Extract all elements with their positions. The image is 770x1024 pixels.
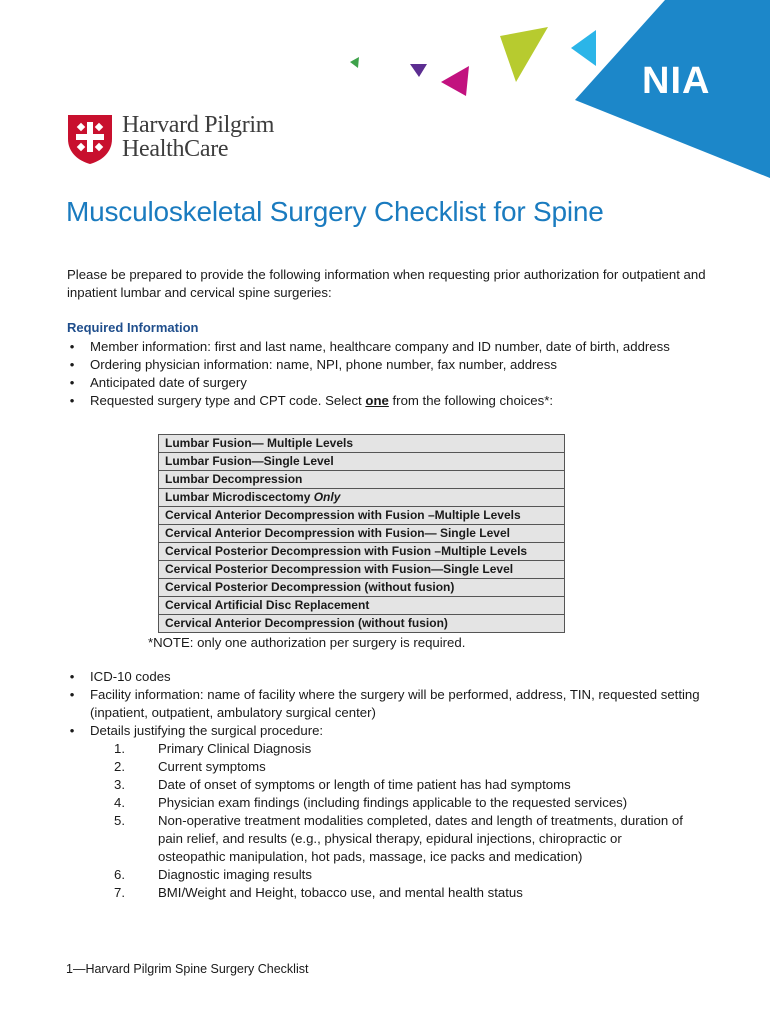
table-row xyxy=(159,435,565,453)
table-cell: Cervical Posterior Decompression with Fusion –Multiple Levels xyxy=(159,543,565,561)
list-item xyxy=(66,392,726,410)
item-text: Primary Clinical Diagnosis xyxy=(158,741,312,756)
table-row xyxy=(159,579,565,597)
table-cell: Lumbar Decompression xyxy=(159,471,565,489)
required-info-list xyxy=(66,338,726,410)
list-item xyxy=(66,722,726,740)
item-number: 2. xyxy=(114,759,125,774)
table-cell: Cervical Anterior Decompression with Fusion –Multiple Levels xyxy=(159,507,565,525)
table-row xyxy=(159,507,565,525)
table-row xyxy=(159,489,565,507)
numbered-item xyxy=(90,794,690,812)
list-item-text: Facility information: name of facility where the surgery will be performed, address, TIN, requested setting (inpatient, outpatient, ambulatory surgical center) xyxy=(90,687,700,720)
numbered-item xyxy=(90,866,690,884)
list-item xyxy=(66,374,726,392)
table-row xyxy=(159,471,565,489)
numbered-item xyxy=(90,740,690,758)
cell-emphasis: Only xyxy=(313,490,341,504)
required-info-heading: Required Information xyxy=(67,320,199,335)
procedure-details-list xyxy=(90,740,690,902)
list-item-text: Member information: first and last name, healthcare company and ID number, date of birth, address xyxy=(90,339,670,354)
purple-triangle-accent xyxy=(410,64,427,77)
table-cell: Cervical Anterior Decompression (without fusion) xyxy=(159,615,565,633)
item-number: 3. xyxy=(114,777,125,792)
green-triangle-accent xyxy=(350,57,359,68)
numbered-item xyxy=(90,758,690,776)
brand-name-line1: Harvard Pilgrim xyxy=(122,112,275,138)
item-text: BMI/Weight and Height, tobacco use, and mental health status xyxy=(158,885,523,900)
bullet-icon: • xyxy=(69,723,75,738)
item-number: 1. xyxy=(114,741,125,756)
list-item-text: Ordering physician information: name, NPI, phone number, fax number, address xyxy=(90,357,557,372)
table-cell: Cervical Posterior Decompression with Fusion—Single Level xyxy=(159,561,565,579)
harvard-pilgrim-shield-icon xyxy=(66,113,114,165)
numbered-item xyxy=(90,884,690,902)
item-text: Physician exam findings (including findings applicable to the requested services) xyxy=(158,795,628,810)
item-number: 5. xyxy=(114,813,125,828)
surgery-emphasis: one xyxy=(365,393,389,408)
magenta-triangle-accent xyxy=(441,66,469,96)
intro-paragraph: Please be prepared to provide the following information when requesting prior authorization for outpatient and inpatient lumbar and cervical spine surgeries: xyxy=(67,267,706,300)
header-graphics xyxy=(0,0,770,200)
surgery-choices-table xyxy=(158,434,565,633)
additional-info-list xyxy=(66,668,726,740)
item-text: Diagnostic imaging results xyxy=(158,867,312,882)
table-row xyxy=(159,561,565,579)
list-item-text: Anticipated date of surgery xyxy=(90,375,247,390)
table-cell: Cervical Anterior Decompression with Fusion— Single Level xyxy=(159,525,565,543)
table-row xyxy=(159,453,565,471)
list-item-text: Details justifying the surgical procedure: xyxy=(90,723,324,738)
item-number: 6. xyxy=(114,867,125,882)
harvard-pilgrim-wordmark xyxy=(122,113,274,161)
table-row xyxy=(159,615,565,633)
bullet-icon: • xyxy=(69,357,75,372)
bullet-icon: • xyxy=(69,669,75,684)
nia-logo-text: NIA xyxy=(642,60,711,102)
item-text: Non-operative treatment modalities completed, dates and length of treatments, duration of pain relief, and results (e.g., physical therapy, epidural injections, chiropractic or osteopathic manipulation, hot pads, massage, ice packs and medication) xyxy=(158,813,683,864)
numbered-item xyxy=(90,812,690,866)
authorization-note: *NOTE: only one authorization per surgery is required. xyxy=(148,635,466,650)
numbered-item xyxy=(90,776,690,794)
light-blue-triangle-accent xyxy=(571,30,596,66)
list-item xyxy=(66,686,726,722)
item-text: Current symptoms xyxy=(158,759,266,774)
brand-name-line2: HealthCare xyxy=(122,136,229,162)
bullet-icon: • xyxy=(69,339,75,354)
page-title: Musculoskeletal Surgery Checklist for Spine xyxy=(66,196,604,227)
table-row xyxy=(159,597,565,615)
bullet-icon: • xyxy=(69,687,75,702)
item-text: Date of onset of symptoms or length of time patient has had symptoms xyxy=(158,777,571,792)
lime-triangle-accent xyxy=(500,27,548,82)
list-item xyxy=(66,668,726,686)
list-item xyxy=(66,356,726,374)
surgery-prefix: Requested surgery type and CPT code. Select xyxy=(90,393,366,408)
list-item-text: ICD-10 codes xyxy=(90,669,171,684)
table-cell: Lumbar Fusion— Multiple Levels xyxy=(159,435,565,453)
table-cell: Cervical Posterior Decompression (without fusion) xyxy=(159,579,565,597)
list-item xyxy=(66,338,726,356)
bullet-icon: • xyxy=(69,393,75,408)
surgery-suffix: from the following choices*: xyxy=(388,393,554,408)
table-cell: Lumbar Fusion—Single Level xyxy=(159,453,565,471)
bullet-icon: • xyxy=(69,375,75,390)
table-cell xyxy=(159,489,565,507)
page-footer: 1—Harvard Pilgrim Spine Surgery Checklist xyxy=(66,962,309,976)
table-cell: Cervical Artificial Disc Replacement xyxy=(159,597,565,615)
cell-text: Lumbar Microdiscectomy xyxy=(165,490,311,504)
table-row xyxy=(159,543,565,561)
item-number: 7. xyxy=(114,885,125,900)
table-row xyxy=(159,525,565,543)
item-number: 4. xyxy=(114,795,125,810)
harvard-pilgrim-logo xyxy=(66,113,296,165)
